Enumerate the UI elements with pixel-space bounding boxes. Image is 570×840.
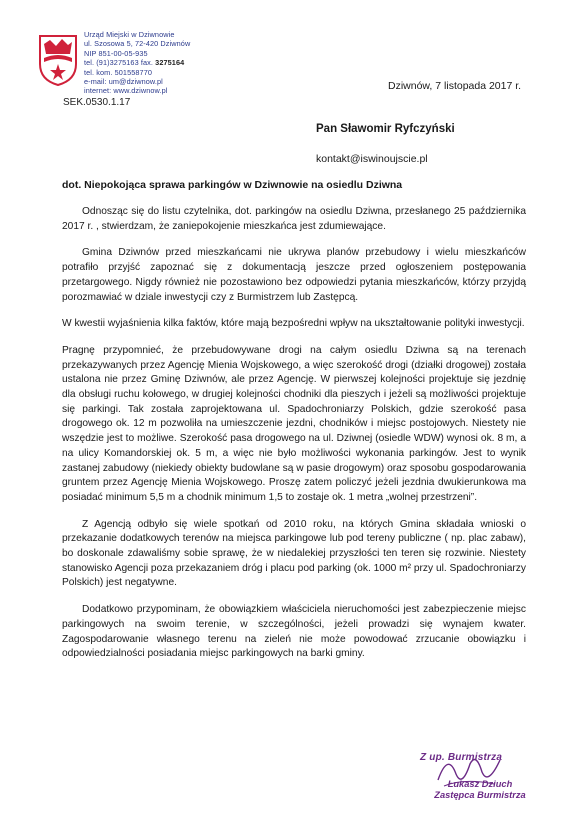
subject-text: Niepokojąca sprawa parkingów w Dziwnowie na osiedlu Dziwna: [81, 179, 403, 191]
office-stamp: [38, 30, 208, 122]
recipient-name: Pan Sławomir Ryfczyński: [316, 123, 455, 135]
paragraph: Dodatkowo przypominam, że obowiązkiem właściciela nieruchomości jest zabezpieczenie miejsc parkingowych na swoim terenie, w szczególności, jeżeli prowadzi się wynajem kwater. Zagospodarowanie własnego terenu na zieleń nie może powodować zrzucanie obowiązku i odpowiedzialności posiadania miejsc parkingowych na barki gminy.: [62, 604, 526, 660]
paragraph: W kwestii wyjaśnienia kilka faktów, które mają bezpośredni wpływ na ukształtowanie polityki inwestycji.: [62, 318, 525, 330]
stamp-line: tel. kom. 501558770: [84, 67, 153, 77]
letter-body: [62, 205, 526, 674]
reference-number: SEK.0530.1.17: [63, 97, 131, 108]
subject-line: [62, 179, 402, 191]
paragraph: Z Agencją odbyło się wiele spotkań od 2010 roku, na których Gmina składała wnioski o przekazanie dodatkowych terenów na miejsca parkingowe lub pod tereny publiczne ( np. plac zabaw), bo doskonale zdawaliśmy sobie sprawę, że w niedalekiej przyszłości ten teren się rozwinie. Niestety stanowisko Agencji poza przekazaniem dróg i placu pod parking (ok. 1000 m² przy ul. Spadochroniarzy Polskich) jest negatywne.: [62, 518, 526, 589]
signature-block: [420, 752, 540, 801]
signature-authority: Z up. Burmistrza: [420, 752, 503, 763]
subject-lead: dot.: [62, 179, 82, 191]
paragraph: Gmina Dziwnów przed mieszkańcami nie ukrywa planów przebudowy i wielu mieszkańców potrafiło przyjść zapoznać się z dokumentacją jeszcze przed ogłoszeniem postępowania przetargowego. Nigdy również nie pozostawiono bez odpowiedzi pytania mieszkańców, którzy przyjdą porozmawiać w dziale inwestycji czy z Burmistrzem lub Zastępcą.: [62, 247, 526, 303]
stamp-phone: tel. (91)3275163 fax.: [84, 58, 156, 68]
stamp-line: Urząd Miejski w Dziwnowie: [84, 30, 175, 39]
handwritten-signature-icon: [434, 750, 504, 790]
stamp-text: [84, 30, 212, 96]
stamp-fax: 3275164: [155, 58, 185, 68]
stamp-line: internet: www.dziwnow.pl: [84, 86, 168, 96]
place-date: Dziwnów, 7 listopada 2017 r.: [388, 80, 522, 92]
coat-of-arms-icon: [38, 34, 78, 86]
recipient-email: kontakt@iswinoujscie.pl: [316, 153, 428, 165]
signatory-name: Łukasz Dziuch: [447, 779, 513, 789]
stamp-line: e-mail: um@dziwnow.pl: [84, 77, 163, 87]
paragraph: Pragnę przypomnieć, że przebudowywane drogi na całym osiedlu Dziwna są na terenach przekazywanych przez Agencję Mienia Wojskowego, a więc szerokość drogi (działki drogowej) została ustalona nie przez Gminę Dziwnów, ale przez Agencję. W pierwszej kolejności projektuje się jezdnię dla obsługi ruchu kołowego, w drugiej kolejności chodniki dla pieszych i jeżeli są możliwości projektuje się parkingi. Tak została zaprojektowana ul. Spadochroniarzy Polskich, gdzie szerokość pasa drogowego ok. 12 m pozwoliła na umieszczenie jezdni, chodników i miejsc postojowych. Niestety nie wszędzie jest to możliwe. Szerokość pasa drogowego na ul. Dziwnej (osiedle WDW) wynosi ok. 8 m, a na ulicy Komandorskiej ok. 5 m, a więc nie było możliwości wykonania parkingów. Jest to wynik zastanej zabudowy (niekiedy obiekty budowlane są w pasie drogowym) oraz sposobu gospodarowania gruntem przez Agencję Mienia Wojskowego. Proszę zatem policzyć jeżeli jezdnia dwukierunkowa ma posiadać minimum 5,5 m a chodnik minimum 1,5 to zostaje ok. 1 metra „wolnej przestrzeni”.: [62, 344, 526, 503]
stamp-line-phone-fax: [84, 58, 212, 67]
paragraph: Odnosząc się do listu czytelnika, dot. parkingów na osiedlu Dziwna, przesłanego 25 października 2017 r. , stwierdzam, że zaniepokojenie mieszkańca jest zdumiewające.: [62, 206, 526, 232]
stamp-line: NIP 851-00-05-935: [84, 48, 148, 58]
signatory-role: Zastępca Burmistrza: [434, 790, 526, 800]
stamp-line: ul. Szosowa 5, 72-420 Dziwnów: [84, 39, 191, 49]
